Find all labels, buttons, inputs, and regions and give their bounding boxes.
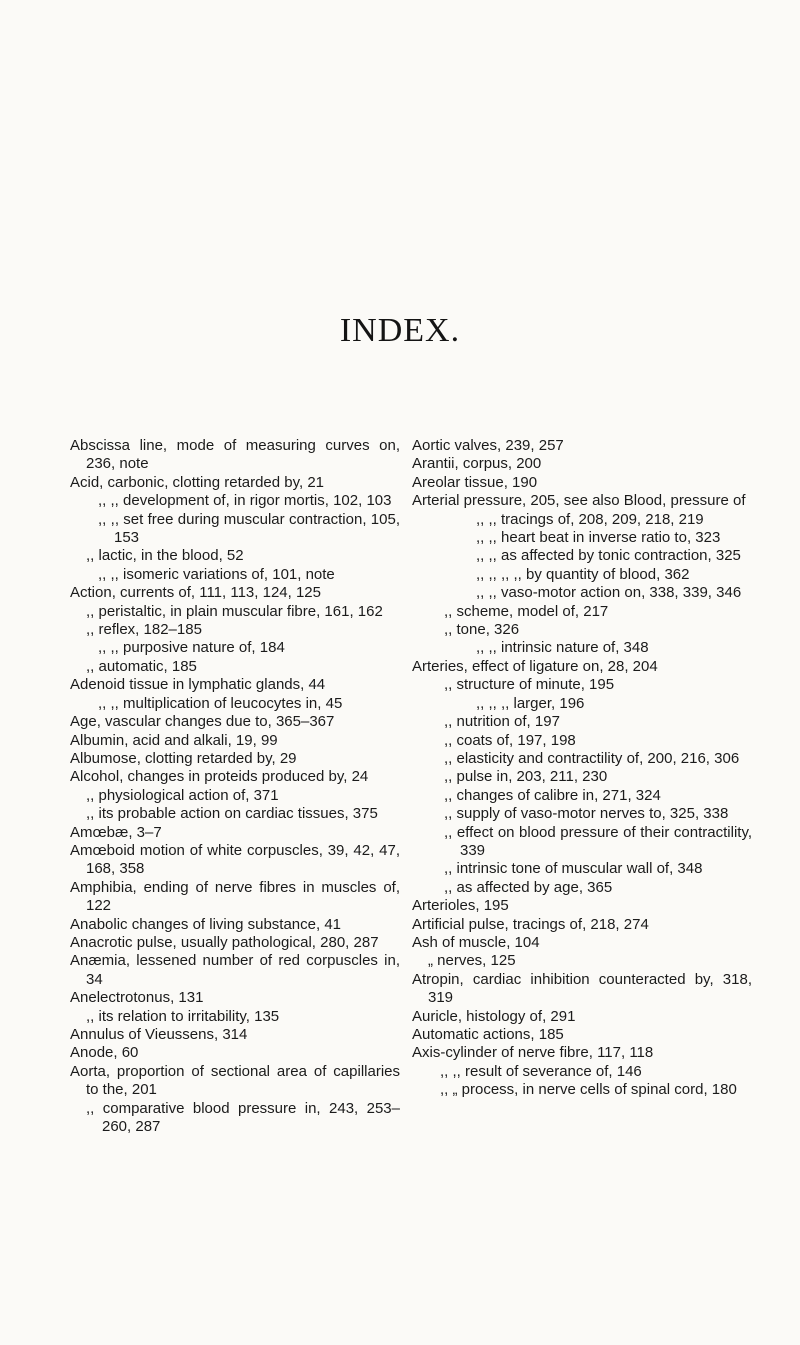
index-entry: Anacrotic pulse, usually pathological, 280, 287 <box>70 933 379 951</box>
index-entry: Auricle, histology of, 291 <box>412 1007 576 1025</box>
index-entry: ,, scheme, model of, 217 <box>444 602 609 620</box>
index-entry: ,, pulse in, 203, 211, 230 <box>444 768 608 786</box>
index-entry: ,, ,, ,, larger, 196 <box>476 694 585 712</box>
index-entry: ,, reflex, 182–185 <box>86 621 202 639</box>
index-entry: ,, changes of calibre in, 271, 324 <box>444 786 661 804</box>
index-entry: ,, automatic, 185 <box>86 657 197 675</box>
index-entry: ,, peristaltic, in plain muscular fibre, 161, 162 <box>86 602 383 620</box>
index-entry: Albumose, clotting retarded by, 29 <box>70 749 297 767</box>
index-entry: Artificial pulse, tracings of, 218, 274 <box>412 915 649 933</box>
index-entry: Areolar tissue, 190 <box>412 473 538 491</box>
index-entry: ,, ,, multiplication of leucocytes in, 45 <box>98 694 343 712</box>
index-entry: ,, intrinsic tone of muscular wall of, 348 <box>444 860 703 878</box>
index-entry: Alcohol, changes in proteids produced by, 24 <box>70 768 369 786</box>
index-entry: Abscissa line, mode of measuring curves on, 236, note <box>70 437 400 473</box>
index-entry: ,, structure of minute, 195 <box>444 676 615 694</box>
index-entry: Atropin, cardiac inhibition counteracted by, 318, 319 <box>412 970 752 1007</box>
index-entry: Aortic valves, 239, 257 <box>412 437 564 454</box>
index-entry: ,, supply of vaso-motor nerves to, 325, 338 <box>444 805 729 823</box>
index-entry: ,, ,, tracings of, 208, 209, 218, 219 <box>476 510 704 528</box>
index-entry: Anelectrotonus, 131 <box>70 989 204 1007</box>
index-entry: Amœbæ, 3–7 <box>70 823 162 841</box>
index-entry: Amphibia, ending of nerve fibres in muscles of, 122 <box>70 878 400 915</box>
index-entry: Albumin, acid and alkali, 19, 99 <box>70 731 278 749</box>
index-entry: ,, lactic, in the blood, 52 <box>86 547 244 565</box>
index-column-left <box>70 437 400 1136</box>
index-entry: Action, currents of, 111, 113, 124, 125 <box>70 584 321 602</box>
index-entry: Arterial pressure, 205, see also Blood, pressure of <box>412 492 746 510</box>
index-entry: „ nerves, 125 <box>428 952 516 970</box>
index-entry: ,, its probable action on cardiac tissues, 375 <box>86 805 378 823</box>
index-entry: ,, elasticity and contractility of, 200, 216, 306 <box>444 749 740 767</box>
index-entry: Age, vascular changes due to, 365–367 <box>70 713 335 731</box>
index-entry: ,, tone, 326 <box>444 621 520 639</box>
index-entry: ,, ,, isomeric variations of, 101, note <box>98 565 335 583</box>
index-entry: ,, ,, purposive nature of, 184 <box>98 639 285 657</box>
index-entry: Arterioles, 195 <box>412 897 509 915</box>
index-entry: Aorta, proportion of sectional area of capillaries to the, 201 <box>70 1062 400 1099</box>
index-entry: ,, nutrition of, 197 <box>444 713 560 731</box>
index-entry: Adenoid tissue in lymphatic glands, 44 <box>70 676 326 694</box>
index-entry: ,, as affected by age, 365 <box>444 878 613 896</box>
index-entry: ,, effect on blood pressure of their contractility, 339 <box>444 823 752 859</box>
index-entry: Annulus of Vieussens, 314 <box>70 1026 248 1043</box>
index-entry: ,, ,, development of, in rigor mortis, 102, 103 <box>98 492 392 510</box>
index-entry: Arteries, effect of ligature on, 28, 204 <box>412 657 658 675</box>
index-entry: ,, coats of, 197, 198 <box>444 731 576 749</box>
index-entry: Acid, carbonic, clotting retarded by, 21 <box>70 473 325 491</box>
index-entry: ,, its relation to irritability, 135 <box>86 1007 280 1025</box>
index-entry: ,, ,, heart beat in inverse ratio to, 323 <box>476 529 721 547</box>
index-entry: Automatic actions, 185 <box>412 1026 564 1043</box>
index-entry: Ash of muscle, 104 <box>412 933 540 951</box>
index-column-right <box>412 437 752 1100</box>
index-entry: ,, ,, ,, ,, by quantity of blood, 362 <box>476 565 690 583</box>
index-entry: Anode, 60 <box>70 1044 139 1062</box>
index-entry: ,, ,, as affected by tonic contraction, 325 <box>476 547 741 565</box>
index-entry: Axis-cylinder of nerve fibre, 117, 118 <box>412 1044 654 1062</box>
index-entry: ,, ,, result of severance of, 146 <box>440 1062 642 1080</box>
index-entry: Amœboid motion of white corpuscles, 39, 42, 47, 168, 358 <box>70 841 400 878</box>
index-entry: ,, ,, vaso-motor action on, 338, 339, 346 <box>476 584 742 602</box>
page-title: INDEX. <box>339 312 461 349</box>
index-entry: ,, „ process, in nerve cells of spinal cord, 180 <box>440 1081 737 1099</box>
index-entry: ,, ,, intrinsic nature of, 348 <box>476 639 649 657</box>
index-entry: Anæmia, lessened number of red corpuscles in, 34 <box>70 952 400 988</box>
index-entry: ,, physiological action of, 371 <box>86 786 279 804</box>
index-entry: ,, ,, set free during muscular contraction, 105, 153 <box>98 510 400 547</box>
index-entry: ,, comparative blood pressure in, 243, 253–260, 287 <box>86 1099 400 1136</box>
index-entry: Anabolic changes of living substance, 41 <box>70 915 342 933</box>
index-entry: Arantii, corpus, 200 <box>412 455 542 473</box>
